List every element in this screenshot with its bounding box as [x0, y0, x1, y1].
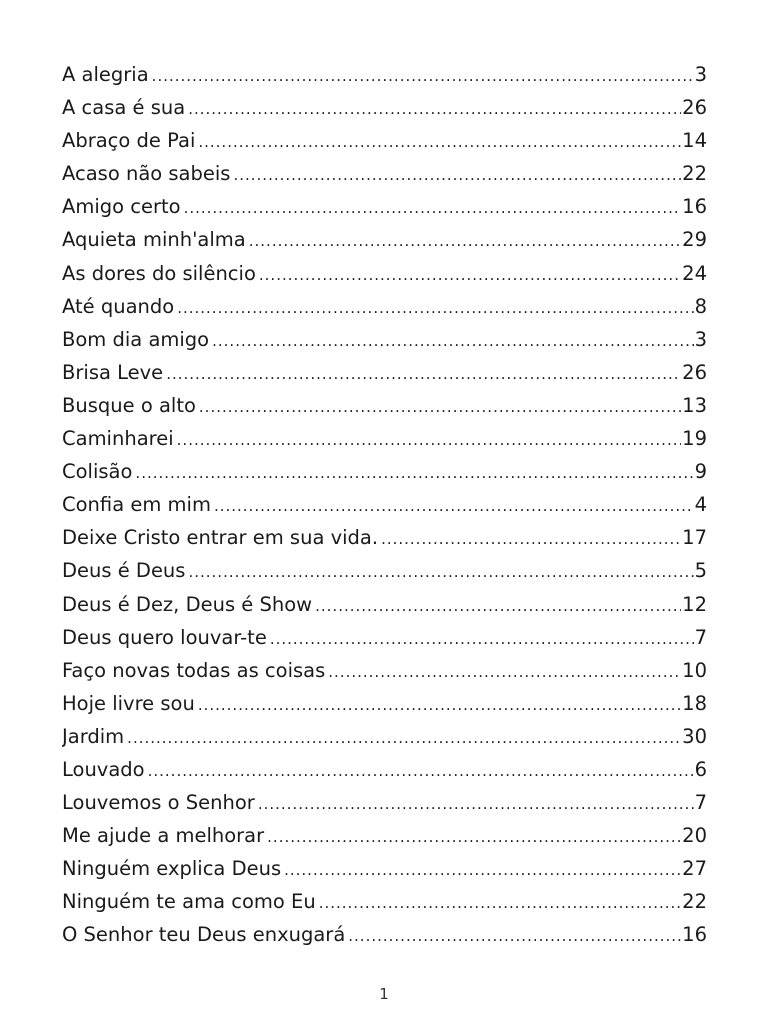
toc-entry-title: Busque o alto — [62, 393, 196, 417]
toc-dot-leader — [233, 159, 681, 190]
toc-entry[interactable] — [62, 223, 707, 256]
toc-entry-page: 22 — [682, 162, 707, 186]
toc-entry[interactable] — [62, 257, 707, 290]
toc-entry-page: 4 — [694, 493, 707, 517]
toc-entry[interactable] — [62, 819, 707, 852]
toc-entry[interactable] — [62, 323, 707, 356]
toc-dot-leader — [284, 854, 681, 885]
toc-dot-leader — [267, 821, 681, 852]
toc-entry-title: Deus é Deus — [62, 559, 186, 583]
toc-entry-page: 8 — [694, 294, 707, 318]
toc-entry-title: Aquieta minh'alma — [62, 228, 246, 252]
toc-entry-page: 30 — [682, 724, 707, 748]
toc-entry-page: 12 — [682, 592, 707, 616]
toc-entry-title: Louvemos o Senhor — [62, 791, 255, 815]
toc-entry[interactable] — [62, 786, 707, 819]
toc-dot-leader — [319, 887, 681, 918]
toc-entry-title: Deixe Cristo entrar em sua vida. — [62, 526, 379, 550]
toc-dot-leader — [381, 523, 681, 554]
toc-entry[interactable] — [62, 190, 707, 223]
toc-entry[interactable] — [62, 720, 707, 753]
toc-entry-title: Até quando — [62, 294, 175, 318]
toc-entry-page: 16 — [682, 195, 707, 219]
toc-entry[interactable] — [62, 753, 707, 786]
toc-entry-page: 26 — [682, 360, 707, 384]
toc-entry[interactable] — [62, 290, 707, 323]
toc-entry-title: Abraço de Pai — [62, 129, 196, 153]
toc-entry[interactable] — [62, 422, 707, 455]
toc-entry-title: Louvado — [62, 757, 145, 781]
toc-entry[interactable] — [62, 588, 707, 621]
toc-entry[interactable] — [62, 356, 707, 389]
toc-entry-title: Confia em mim — [62, 493, 211, 517]
toc-entry-title: Amigo certo — [62, 195, 181, 219]
toc-entry-page: 19 — [682, 427, 707, 451]
toc-dot-leader — [152, 60, 694, 91]
toc-entry-title: Bom dia amigo — [62, 327, 210, 351]
toc-entry-page: 22 — [682, 890, 707, 914]
toc-entry-title: A alegria — [62, 63, 149, 86]
toc-dot-leader — [177, 424, 682, 455]
toc-entry-page: 29 — [682, 228, 707, 252]
toc-entry[interactable] — [62, 455, 707, 488]
toc-entry-title: Ninguém te ama como Eu — [62, 890, 316, 914]
toc-entry-page: 7 — [694, 625, 707, 649]
toc-dot-leader — [188, 93, 681, 124]
toc-entry-page: 5 — [694, 559, 707, 583]
toc-entry[interactable] — [62, 58, 707, 91]
toc-dot-leader — [249, 225, 681, 256]
toc-dot-leader — [166, 358, 681, 389]
toc-dot-leader — [258, 788, 694, 819]
toc-dot-leader — [259, 259, 681, 290]
toc-dot-leader — [328, 656, 681, 687]
toc-entry-page: 13 — [682, 393, 707, 417]
toc-entry-page: 6 — [694, 757, 707, 781]
toc-entry[interactable] — [62, 488, 707, 521]
toc-entry-title: As dores do silêncio — [62, 261, 256, 285]
toc-entry-page: 10 — [682, 658, 707, 682]
toc-entry[interactable] — [62, 389, 707, 422]
toc-entry-page: 26 — [682, 96, 707, 120]
toc-entry-page: 18 — [682, 691, 707, 715]
toc-dot-leader — [199, 391, 681, 422]
toc-entry[interactable] — [62, 654, 707, 687]
toc-entry-title: Colisão — [62, 460, 133, 484]
toc-entry-title: Brisa Leve — [62, 360, 164, 384]
toc-dot-leader — [184, 192, 682, 223]
toc-dot-leader — [270, 623, 694, 654]
toc-entry-title: A casa é sua — [62, 96, 186, 120]
table-of-contents — [62, 58, 707, 952]
toc-dot-leader — [348, 920, 681, 951]
toc-dot-leader — [148, 755, 694, 786]
toc-entry-title: Me ajude a melhorar — [62, 824, 265, 848]
toc-dot-leader — [188, 556, 693, 587]
toc-entry-title: Ninguém explica Deus — [62, 857, 282, 881]
toc-entry-page: 9 — [694, 460, 707, 484]
toc-entry-title: Deus é Dez, Deus é Show — [62, 592, 313, 616]
toc-entry[interactable] — [62, 687, 707, 720]
toc-entry[interactable] — [62, 124, 707, 157]
toc-entry-page: 24 — [682, 261, 707, 285]
toc-entry-page: 7 — [694, 791, 707, 815]
toc-entry[interactable] — [62, 918, 707, 951]
toc-dot-leader — [198, 689, 681, 720]
toc-dot-leader — [214, 490, 694, 521]
toc-entry[interactable] — [62, 885, 707, 918]
toc-entry[interactable] — [62, 621, 707, 654]
toc-entry-page: 14 — [682, 129, 707, 153]
toc-dot-leader — [198, 126, 681, 157]
toc-entry[interactable] — [62, 91, 707, 124]
toc-dot-leader — [127, 722, 681, 753]
toc-entry-page: 20 — [682, 824, 707, 848]
toc-entry-page: 3 — [694, 327, 707, 351]
toc-entry-title: Jardim — [62, 724, 125, 748]
page-number: 1 — [379, 985, 389, 1003]
toc-entry[interactable] — [62, 521, 707, 554]
toc-entry-title: O Senhor teu Deus enxugará — [62, 923, 346, 947]
toc-entry-title: Deus quero louvar-te — [62, 625, 267, 649]
toc-entry[interactable] — [62, 554, 707, 587]
toc-dot-leader — [177, 292, 693, 323]
toc-entry[interactable] — [62, 852, 707, 885]
toc-entry-page: 27 — [682, 857, 707, 881]
toc-entry-title: Caminharei — [62, 427, 174, 451]
toc-entry-page: 17 — [682, 526, 707, 550]
toc-entry-title: Faço novas todas as coisas — [62, 658, 326, 682]
toc-entry[interactable] — [62, 157, 707, 190]
toc-dot-leader — [135, 457, 693, 488]
toc-entry-title: Hoje livre sou — [62, 691, 195, 715]
toc-entry-title: Acaso não sabeis — [62, 162, 231, 186]
toc-entry-page: 3 — [694, 63, 707, 86]
toc-entry-page: 16 — [682, 923, 707, 947]
toc-dot-leader — [212, 325, 693, 356]
toc-dot-leader — [315, 590, 681, 621]
